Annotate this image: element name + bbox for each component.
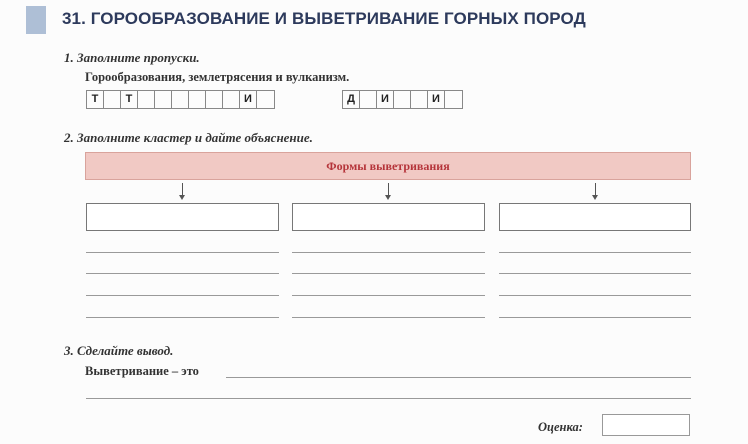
answer-line[interactable]: [292, 317, 485, 318]
word1-letter-grid[interactable]: [86, 90, 275, 109]
letter-cell[interactable]: [223, 91, 240, 108]
answer-line[interactable]: [292, 295, 485, 296]
letter-cell[interactable]: [172, 91, 189, 108]
answer-line[interactable]: [499, 252, 691, 253]
cluster-box-2[interactable]: [292, 203, 485, 231]
letter-cell[interactable]: [189, 91, 206, 108]
answer-line[interactable]: [292, 252, 485, 253]
letter-cell[interactable]: [394, 91, 411, 108]
task1-text: Горообразования, землетрясения и вулканизм.: [85, 70, 350, 84]
cluster-header: Формы выветривания: [85, 152, 691, 180]
letter-cell[interactable]: [445, 91, 462, 108]
cluster-box-1[interactable]: [86, 203, 279, 231]
grade-label: Оценка:: [538, 420, 583, 434]
letter-cell[interactable]: И: [428, 91, 445, 108]
letter-cell[interactable]: Т: [87, 91, 104, 108]
letter-cell[interactable]: И: [377, 91, 394, 108]
answer-line[interactable]: [86, 317, 279, 318]
letter-cell[interactable]: Д: [343, 91, 360, 108]
task2-heading: 2. Заполните кластер и дайте объяснение.: [64, 130, 313, 145]
letter-cell[interactable]: [206, 91, 223, 108]
conclusion-line[interactable]: [86, 398, 691, 399]
page-title: 31. ГОРООБРАЗОВАНИЕ И ВЫВЕТРИВАНИЕ ГОРНЫХ ПОРОД: [62, 9, 586, 28]
letter-cell[interactable]: [138, 91, 155, 108]
arrow-down-icon: [182, 183, 183, 197]
answer-line[interactable]: [499, 295, 691, 296]
arrow-down-icon: [595, 183, 596, 197]
title-accent-bar: [26, 6, 46, 34]
answer-line[interactable]: [292, 273, 485, 274]
letter-cell[interactable]: И: [240, 91, 257, 108]
letter-cell[interactable]: [360, 91, 377, 108]
letter-cell[interactable]: [411, 91, 428, 108]
arrow-down-icon: [388, 183, 389, 197]
task3-heading: 3. Сделайте вывод.: [64, 343, 174, 358]
letter-cell[interactable]: Т: [121, 91, 138, 108]
grade-box[interactable]: [602, 414, 690, 436]
answer-line[interactable]: [499, 273, 691, 274]
word2-letter-grid[interactable]: [342, 90, 463, 109]
cluster-box-3[interactable]: [499, 203, 691, 231]
answer-line[interactable]: [86, 295, 279, 296]
answer-line[interactable]: [86, 273, 279, 274]
letter-cell[interactable]: [155, 91, 172, 108]
answer-line[interactable]: [86, 252, 279, 253]
letter-cell[interactable]: [104, 91, 121, 108]
conclusion-line[interactable]: [226, 377, 691, 378]
answer-line[interactable]: [499, 317, 691, 318]
letter-cell[interactable]: [257, 91, 274, 108]
task3-prompt: Выветривание – это: [85, 364, 199, 378]
task1-heading: 1. Заполните пропуски.: [64, 50, 200, 65]
